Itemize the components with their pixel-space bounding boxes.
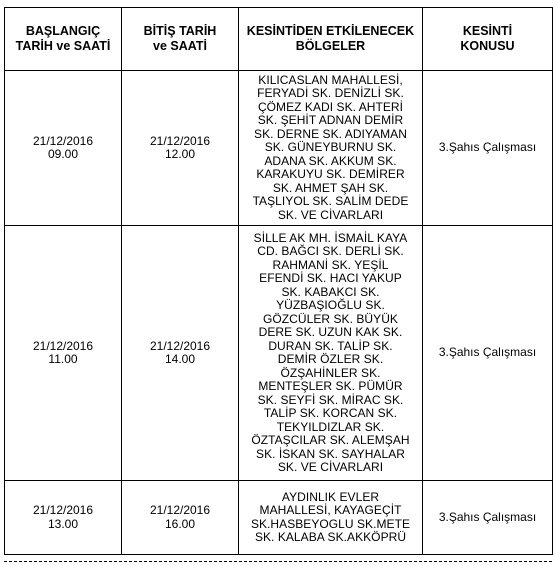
header-regions-line: BÖLGELER xyxy=(295,39,366,53)
subject-cell: 3.Şahıs Çalışması xyxy=(423,481,553,555)
region-line: TAŞLIYOL SK. SALİM DEDE xyxy=(252,194,409,209)
region-line: DURAN SK. TALİP SK. xyxy=(268,338,393,353)
region-line: SK. AHMET ŞAH SK. xyxy=(272,180,389,195)
region-line: ADANA SK. AKKUM SK. xyxy=(264,153,397,168)
region-line: SK. DERNE SK. ADIYAMAN xyxy=(254,126,407,141)
header-subject-line: KONUSU xyxy=(460,39,515,53)
region-line: SİLLE AK MH. İSMAİL KAYA xyxy=(253,230,408,245)
region-line: EFENDİ SK. HACI YAKUP xyxy=(259,271,402,285)
regions-cell xyxy=(239,226,423,481)
header-start-line: BAŞLANGIÇ xyxy=(25,24,101,38)
start-date: 21/12/2016 xyxy=(32,503,94,517)
header-subject-line: KESİNTİ xyxy=(462,24,513,38)
table-row xyxy=(5,71,553,226)
region-line: SK. ŞEHİT ADNAN DEMİR xyxy=(257,113,404,128)
regions-cell xyxy=(239,481,423,555)
start-date: 21/12/2016 xyxy=(32,338,94,353)
header-subject xyxy=(423,8,553,71)
region-line: KILICASLAN MAHALLESİ, xyxy=(258,72,403,87)
end-date: 21/12/2016 xyxy=(149,133,211,148)
region-line: AYDINLIK EVLER xyxy=(281,489,380,504)
regions-cell xyxy=(239,71,423,226)
region-line: MENTEŞLER SK. PÜMÜR xyxy=(258,379,403,393)
region-line: CD. BAĞCI SK. DERLİ SK. xyxy=(257,244,404,258)
region-line: SK. SEYFİ SK. MİRAC SK. xyxy=(257,392,404,407)
region-line: YÜZBAŞIOĞLU SK. xyxy=(276,298,385,312)
subject-cell: 3.Şahıs Çalışması xyxy=(423,226,553,481)
start-cell xyxy=(5,71,122,226)
region-line: SK. İSKAN SK. SAYHALAR xyxy=(256,446,405,461)
region-line: SK. GÜNEYBURNU SK. xyxy=(264,140,397,155)
start-cell xyxy=(5,226,122,481)
start-cell xyxy=(5,481,122,555)
end-cell xyxy=(122,481,239,555)
end-time: 16.00 xyxy=(164,516,196,531)
region-line: GÖZCÜLER SK. BÜYÜK xyxy=(263,311,398,326)
page-cut-line xyxy=(4,561,552,562)
start-time: 11.00 xyxy=(48,352,78,366)
header-regions xyxy=(239,8,423,71)
region-line: ÖZŞAHİNLER SK. xyxy=(280,365,381,380)
header-end-line: BİTİŞ TARİH xyxy=(143,24,217,38)
header-regions-line: KESİNTİDEN ETKİLENECEK xyxy=(246,24,415,38)
start-time: 13.00 xyxy=(47,516,79,531)
end-date: 21/12/2016 xyxy=(149,503,211,517)
region-line: DEMİR ÖZLER SK. xyxy=(277,352,384,366)
header-start-line: TARİH ve SAATİ xyxy=(15,39,111,53)
header-start xyxy=(5,8,122,71)
subject-cell: 3.Şahıs Çalışması xyxy=(423,71,553,226)
region-line: ÖZTAŞCILAR SK. ALEMŞAH xyxy=(251,433,410,447)
region-line: SK. VE CİVARLARI xyxy=(277,460,384,474)
start-date: 21/12/2016 xyxy=(32,133,94,148)
header-end-line: ve SAATİ xyxy=(153,39,207,53)
region-line: RAHMANİ SK. YEŞİL xyxy=(272,257,389,272)
region-line: DERE SK. UZUN KAK SK. xyxy=(258,325,403,339)
end-cell xyxy=(122,226,239,481)
start-time: 09.00 xyxy=(47,147,79,161)
region-line: TEKYILDIZLAR SK. xyxy=(276,419,385,434)
region-line: TALİP SK. KORCAN SK. xyxy=(263,406,398,420)
region-line: FERYADİ SK. DENİZLİ SK. xyxy=(257,86,404,101)
region-line: SK. KALABA SK.AKKÖPRÜ xyxy=(254,530,407,544)
end-time: 14.00 xyxy=(164,352,196,366)
region-line: SK. VE CİVARLARI xyxy=(277,207,384,222)
region-line: SK. KABAKCI SK. xyxy=(281,284,380,299)
region-line: KARAKUYU SK. DEMİRER xyxy=(256,167,405,182)
region-line: MAHALLESİ, KAYAGEÇİT xyxy=(259,503,402,517)
end-cell xyxy=(122,71,239,226)
end-time: 12.00 xyxy=(164,147,196,161)
end-date: 21/12/2016 xyxy=(149,338,211,353)
table-row xyxy=(5,226,553,481)
table-row xyxy=(5,481,553,555)
header-row xyxy=(5,8,553,71)
region-line: ÇÖMEZ KADI SK. AHTERİ xyxy=(257,99,404,114)
power-outage-table xyxy=(4,7,553,555)
region-line: SK.HASBEYOGLU SK.METE xyxy=(250,516,411,531)
header-end xyxy=(122,8,239,71)
